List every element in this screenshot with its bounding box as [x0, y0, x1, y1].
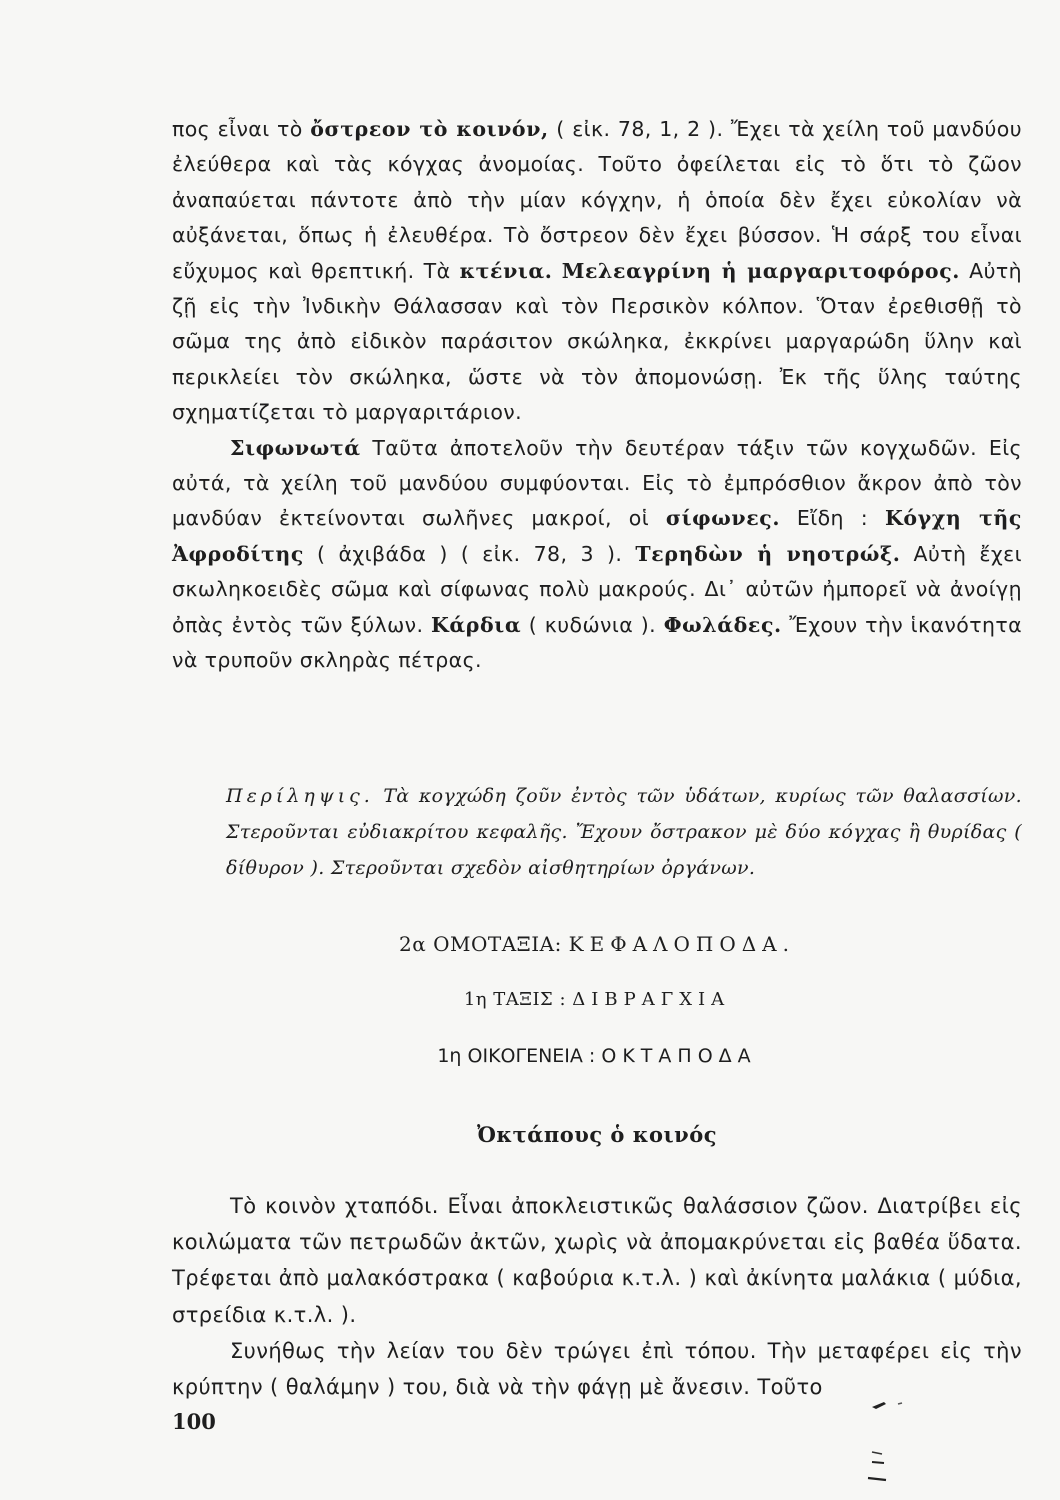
paragraph-siphonata	[172, 431, 1022, 679]
summary-label: Περίληψις.	[226, 785, 374, 807]
paragraph-oysters	[172, 112, 1022, 431]
heading-class-prefix: 2α ΟΜΟΤΑΞΙΑ:	[399, 932, 569, 956]
heading-class	[172, 932, 1022, 956]
text-run: ( κυδώνια ).	[521, 612, 664, 637]
page-number: 100	[172, 1409, 216, 1434]
ink-smudge-mark	[862, 1448, 892, 1488]
ink-smudge-mark	[868, 1398, 908, 1412]
term-scallops: κτένια.	[459, 258, 553, 283]
text-run	[553, 259, 562, 283]
term-cardia: Κάρδια	[431, 612, 522, 637]
text-run: Ἔχουν τὴν ἱκανότητα νὰ τρυποῦν σκληρὰς πέτρας.	[172, 612, 1022, 673]
term-siphons: σίφωνες.	[665, 506, 781, 531]
text-run: Εἴδη :	[780, 506, 885, 531]
text-run: Ταῦτα ἀποτελοῦν τὴν δευτέραν τάξιν τῶν κογχωδῶν. Εἰς αὐτά, τὰ χείλη τοῦ μανδύου συμφύονται. Εἰς τὸ ἐμπρόσθιον ἄκρον ἀπὸ τὸν μανδύαν ἐκτείνονται σωλῆνες μακροί, οἱ	[172, 435, 1022, 531]
term-pholads: Φωλάδες.	[663, 612, 782, 637]
text-run: Αὐτὴ ζῇ εἰς τὴν Ἰνδικὴν Θάλασσαν καὶ τὸν Περσικὸν κόλπον. Ὅταν ἐρεθισθῇ τὸ σῶμα της ἀπὸ εἰδικὸν παράσιτον σκώληκα, ἐκκρίνει μαργαρώδη ὕλην καὶ περικλείει τὸν σκώληκα, ὥστε νὰ τὸν ἀπομονώσῃ. Ἐκ τῆς ὕλης ταύτης σχηματίζεται τὸ μαργαριτάριον.	[172, 258, 1022, 425]
term-shipworm: Τερηδὼν ἡ νηοτρώξ.	[635, 541, 901, 566]
term-siphonata: Σιφωνωτά	[230, 435, 361, 460]
text-block-top	[172, 112, 1022, 679]
heading-class-name: ΚΕΦΑΛΟΠΟΔΑ.	[568, 932, 795, 956]
heading-order	[172, 989, 1022, 1010]
summary-text: Τὰ κογχώδη ζοῦν ἐντὸς τῶν ὑδάτων, κυρίως τῶν θαλασσίων. Στεροῦνται εὐδιακρίτου κεφαλῆς. Ἔχουν ὄστρακον μὲ δύο κόγχας ἢ θυρίδας ( δίθυρον ). Στεροῦνται σχεδὸν αἰσθητηρίων ὀργάνων.	[226, 785, 1022, 879]
paragraph-octopus-habitat: Τὸ κοινὸν χταπόδι. Εἶναι ἀποκλειστικῶς θαλάσσιον ζῶον. Διατρίβει εἰς κοιλώματα τῶν πετρωδῶν ἀκτῶν, χωρὶς νὰ ἀπομακρύνεται εἰς βαθέα ὕδατα. Τρέφεται ἀπὸ μαλακόστρακα ( καβούρια κ.τ.λ. ) καὶ ἀκίνητα μαλάκια ( μύδια, στρείδια κ.τ.λ. ).	[172, 1194, 1022, 1327]
text-run: πος εἶναι τὸ	[172, 117, 311, 141]
heading-order-name: ΔΙΒΡΑΓΧΙΑ	[572, 989, 731, 1010]
heading-species: Ὀκτάπους ὁ κοινός	[476, 1122, 718, 1147]
term-pearl-oyster: Μελεαγρίνη ἡ μαργαριτοφόρος.	[561, 258, 961, 283]
text-run: ( ἀχιβάδα ) ( εἰκ. 78, 3 ).	[303, 541, 636, 566]
heading-family	[172, 1045, 1022, 1067]
heading-family-name: ΟΚΤΑΠΟΔΑ	[601, 1045, 757, 1067]
term-oyster: ὄστρεον τὸ κοινόν,	[310, 117, 549, 141]
paragraph-octopus-feeding: Συνήθως τὴν λείαν του δὲν τρώγει ἐπὶ τόπου. Τὴν μεταφέρει εἰς τὴν κρύπτην ( θαλάμην ) του, διὰ νὰ τὴν φάγῃ μὲ ἄνεσιν. Τοῦτο	[172, 1338, 1022, 1400]
term-venus-shell: Κόγχη τῆς Ἀφροδίτης	[172, 506, 1022, 566]
text-run: ( εἰκ. 78, 1, 2 ). Ἔχει τὰ χείλη τοῦ μανδύου ἐλεύθερα καὶ τὰς κόγχας ἀνομοίας. Τοῦτο ὀφείλεται εἰς τὸ ὅτι τὸ ζῶον ἀναπαύεται πάντοτε ἀπὸ τὴν μίαν κόγχην, ἡ ὁποία δὲν ἔχει εὐκολίαν νὰ αὐξάνεται, ὅπως ἡ ἐλευθέρα. Τὸ ὄστρεον δὲν ἔχει βύσσον. Ἡ σάρξ του εἶναι εὔχυμος καὶ θρεπτική. Τὰ	[172, 117, 1022, 283]
summary-paragraph	[226, 778, 1022, 886]
heading-order-prefix: 1η ΤΑΞΙΣ :	[463, 989, 573, 1010]
heading-family-prefix: 1η ΟΙΚΟΓΕΝΕΙΑ :	[437, 1045, 602, 1067]
text-block-bottom	[172, 1188, 1022, 1405]
text-run: Αὐτὴ ἔχει σκωληκοειδὲς σῶμα καὶ σίφωνας πολὺ μακρούς. Δι᾽ αὐτῶν ἠμπορεῖ νὰ ἀνοίγῃ ὀπὰς ἐντὸς τῶν ξύλων.	[172, 541, 1022, 637]
